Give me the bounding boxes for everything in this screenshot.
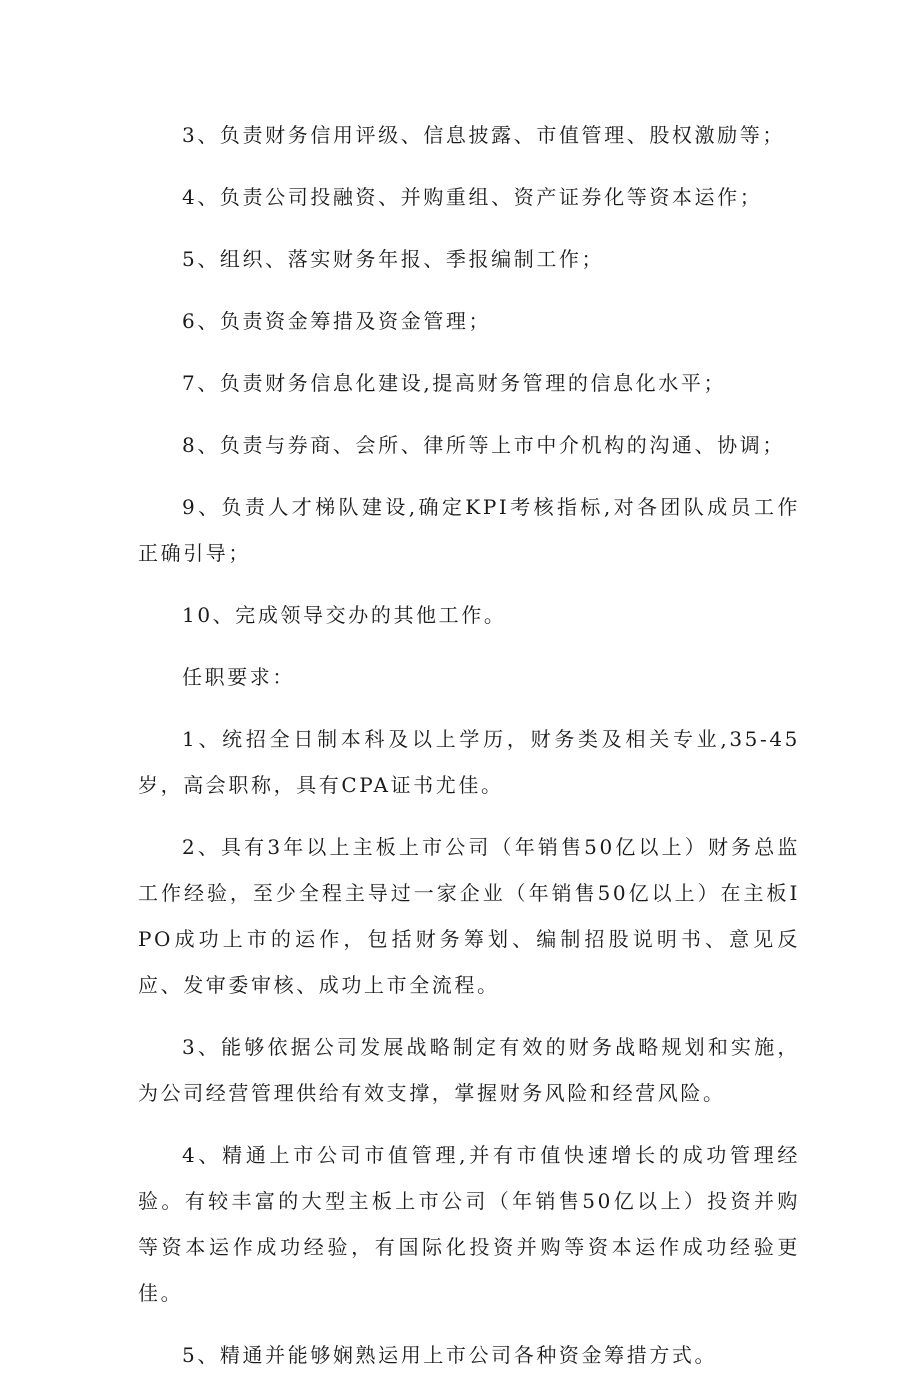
duty-item-10: 10、完成领导交办的其他工作。 <box>182 603 507 627</box>
duty-item-4: 4、负责公司投融资、并购重组、资产证券化等资本运作； <box>182 185 763 209</box>
duty-item-7: 7、负责财务信息化建设,提高财务管理的信息化水平； <box>182 371 727 395</box>
duty-item-9: 9、负责人才梯队建设,确定KPI考核指标,对各团队成员工作正确引导； <box>138 495 800 565</box>
requirement-item-5: 5、精通并能够娴熟运用上市公司各种资金筹措方式。 <box>182 1343 718 1367</box>
duty-item-6: 6、负责资金筹措及资金管理； <box>182 309 492 333</box>
requirement-item-2: 2、具有3年以上主板上市公司（年销售50亿以上）财务总监工作经验，至少全程主导过一家企业（年销售50亿以上）在主板IPO成功上市的运作，包括财务筹划、编制招股说明书、意见反应、发审委审核、成功上市全流程。 <box>138 835 800 997</box>
document-body <box>138 112 800 1394</box>
requirement-item-3: 3、能够依据公司发展战略制定有效的财务战略规划和实施，为公司经营管理供给有效支撑，掌握财务风险和经营风险。 <box>138 1035 800 1105</box>
requirement-item-1: 1、统招全日制本科及以上学历，财务类及相关专业,35-45岁，高会职称，具有CPA证书尤佳。 <box>138 727 800 797</box>
duty-item-8: 8、负责与券商、会所、律所等上市中介机构的沟通、协调； <box>182 433 785 457</box>
requirement-item-4: 4、精通上市公司市值管理,并有市值快速增长的成功管理经验。有较丰富的大型主板上市公司（年销售50亿以上）投资并购等资本运作成功经验，有国际化投资并购等资本运作成功经验更佳。 <box>138 1143 800 1305</box>
requirements-heading: 任职要求： <box>182 665 295 689</box>
duty-item-3: 3、负责财务信用评级、信息披露、市值管理、股权激励等； <box>182 123 785 147</box>
duty-item-5: 5、组织、落实财务年报、季报编制工作； <box>182 247 605 271</box>
